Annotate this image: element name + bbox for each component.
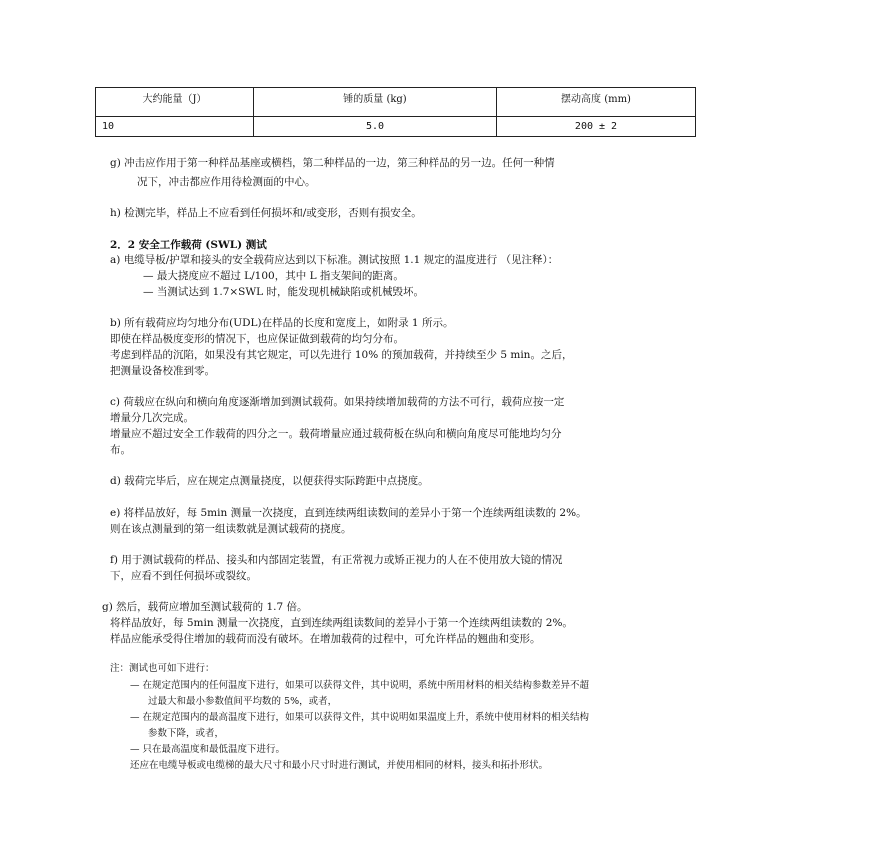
text-line-n0: 注：测试也可如下进行： (110, 663, 215, 674)
header-swing-height: 摆动高度 (mm) (497, 88, 696, 117)
text-line-b2: 即使在样品极度变形的情况下，也应保证做到载荷的均匀分布。 (110, 333, 404, 345)
text-line-g5: 样品应能承受得住增加的载荷而没有破坏。在增加载荷的过程中，可允许样品的翘曲和变形。 (110, 633, 541, 645)
table-header-row (96, 88, 696, 117)
text-line-c3: 增量应不超过安全工作载荷的四分之一。载荷增量应通过载荷板在纵向和横向角度尽可能地均匀分 (110, 428, 562, 440)
text-line-g1: g) 冲击应作用于第一种样品基座或横档，第二种样品的一边，第三种样品的另一边。任何一种情 (110, 157, 555, 169)
text-line-h1: h) 检测完毕，样品上不应看到任何损坏和/或变形，否则有损安全。 (110, 207, 422, 219)
header-energy: 大约能量（J） (96, 88, 254, 117)
text-line-b4: 把测量设备校准到零。 (110, 365, 215, 377)
text-line-n4: 参数下降，或者， (148, 728, 225, 739)
table-row (96, 117, 696, 137)
text-line-a2: — 最大挠度应不超过 L/100，其中 L 指支架间的距离。 (143, 270, 404, 282)
text-line-a3: — 当测试达到 1.7×SWL 时，能发现机械缺陷或机械毁坏。 (143, 286, 424, 298)
text-line-s22: 2．2 安全工作载荷 (SWL) 测试 (110, 239, 267, 251)
text-line-n3: — 在规定范围内的最高温度下进行，如果可以获得文件，其中说明如果温度上升，系统中使用材料的相关结构 (130, 712, 590, 723)
text-line-c1: c) 荷载应在纵向和横向角度逐渐增加到测试载荷。如果持续增加载荷的方法不可行，载荷应按一定 (110, 396, 565, 408)
cell-energy: 10 (96, 117, 254, 137)
text-line-b3: 考虑到样品的沉陷，如果没有其它规定，可以先进行 10% 的预加载荷，并持续至少 5 min。之后， (110, 349, 573, 361)
text-line-f1: f) 用于测试载荷的样品、接头和内部固定装置，有正常视力或矫正视力的人在不使用放大镜的情况 (110, 554, 563, 566)
text-line-g3: g) 然后，载荷应增加至测试载荷的 1.7 倍。 (102, 601, 308, 613)
cell-swing-height: 200 ± 2 (497, 117, 696, 137)
text-line-b1: b) 所有载荷应均匀地分布(UDL)在样品的长度和宽度上，如附录 1 所示。 (110, 317, 454, 329)
text-line-n6: 还应在电缆导板或电缆梯的最大尺寸和最小尺寸时进行测试，并使用相同的材料，接头和拓扑形状。 (130, 760, 549, 771)
text-line-a1: a) 电缆导板/护罩和接头的安全载荷应达到以下标准。测试按照 1.1 规定的温度进行 （见注释）： (110, 254, 559, 266)
text-line-e2: 则在该点测量到的第一组读数就是测试载荷的挠度。 (110, 523, 352, 535)
text-line-c2: 增量分几次完成。 (110, 412, 194, 424)
header-hammer-mass: 锤的质量 (kg) (254, 88, 497, 117)
text-line-n2: 过最大和最小参数值间平均数的 5%，或者， (148, 696, 338, 707)
text-line-f2: 下，应看不到任何损坏或裂纹。 (110, 570, 257, 582)
text-line-e1: e) 将样品放好，每 5min 测量一次挠度，直到连续两组读数间的差异小于第一个连续两组读数的 2%。 (110, 507, 587, 519)
text-line-n5: — 只在最高温度和最低温度下进行。 (130, 744, 286, 755)
text-line-c4: 布。 (110, 444, 131, 456)
impact-energy-table (95, 87, 696, 137)
cell-hammer-mass: 5.0 (254, 117, 497, 137)
text-line-g4: 将样品放好，每 5min 测量一次挠度，直到连续两组读数间的差异小于第一个连续两组读数的 2%。 (110, 617, 573, 629)
text-line-n1: — 在规定范围内的任何温度下进行，如果可以获得文件，其中说明，系统中所用材料的相关结构参数差异不超 (130, 680, 590, 691)
text-line-g2: 况下，冲击都应作用待检测面的中心。 (137, 176, 316, 188)
text-line-d1: d) 载荷完毕后，应在规定点测量挠度，以便获得实际跨距中点挠度。 (110, 475, 429, 487)
